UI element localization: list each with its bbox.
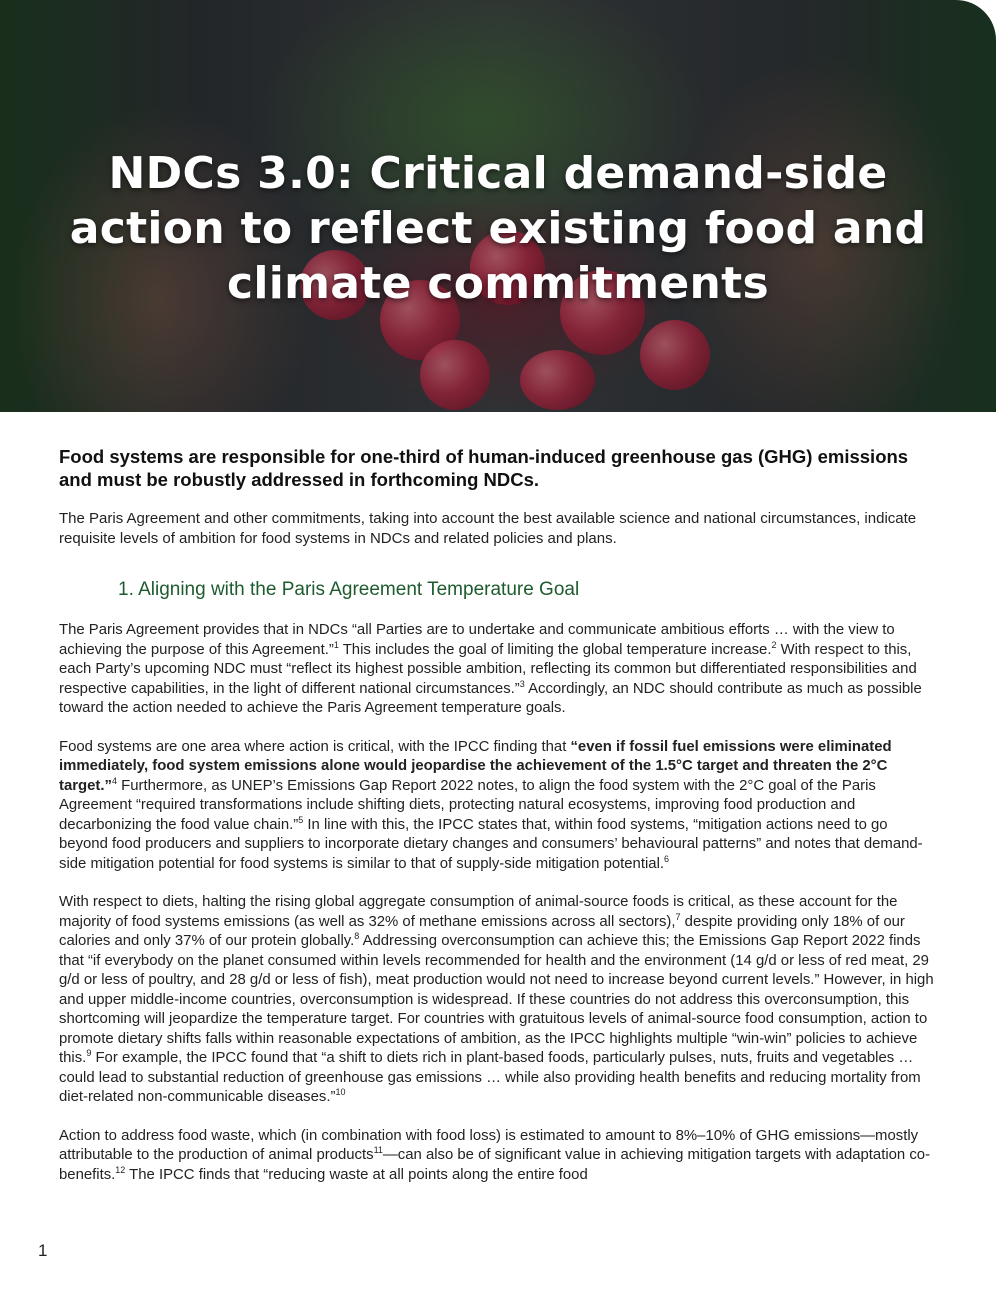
intro-paragraph: The Paris Agreement and other commitments, taking into account the best available science and national circumstances, indicate requisite levels of ambition for food systems in NDCs and related policies and plans. xyxy=(59,510,917,547)
footnote-ref: 10 xyxy=(335,1087,346,1098)
footnote-ref: 3 xyxy=(519,678,525,689)
body-paragraph-2: Food systems are one area where action is critical, with the IPCC finding that “even if fossil fuel emissions were eliminated immediately, food system emissions alone would jeopardise the achievement of the 1.5°C target and threaten the 2°C target.”$^4$ Furthermore, as UNEP’s Emissions Gap Report 2022 notes, to align the food system with the 2°C goal of the Paris Agreement “required transformations include shifting diets, protecting natural ecosystems, improving food production and decarbonizing the food value chain.”$^5$ In line with this, the IPCC states that, within food systems, “mitigation actions need to go beyond food producers and suppliers to incorporate dietary changes and consumers’ behavioural patterns” and notes that demand-side mitigation potential for food systems is similar to that of supply-side mitigation potential.$^6$ xyxy=(59,738,923,872)
page-number: 1 xyxy=(38,1241,48,1260)
footnote-ref: 1 xyxy=(333,639,339,650)
footnote-ref: 5 xyxy=(298,814,304,825)
footnote-ref: 7 xyxy=(675,911,681,922)
section-heading: 1. Aligning with the Paris Agreement Temperature Goal xyxy=(118,579,580,600)
hero-banner xyxy=(0,0,996,412)
page-title: NDCs 3.0: Critical demand-side action to reflect existing food and climate commitments xyxy=(69,148,927,309)
footnote-ref: 8 xyxy=(354,931,360,942)
emphasis-quote: “even if fossil fuel emissions were eliminated immediately, food system emissions alone would jeopardise the achievement of the 1.5°C target and threaten the 2°C target.” xyxy=(59,738,892,794)
body-paragraph-1: The Paris Agreement provides that in NDCs “all Parties are to undertake and communicate ambitious efforts … with the view to achieving the purpose of this Agreement.”$^1$ This includes the goal of limiting the global temperature increase.$^2$ With respect to this, each Party’s upcoming NDC must “reflect its highest possible ambition, reflecting its common but differentiated responsibilities and respective capabilities, in the light of different national circumstances.”$^3$ Accordingly, an NDC should contribute as much as possible toward the action needed to achieve the Paris Agreement temperature goals. xyxy=(59,622,922,716)
footnote-ref: 12 xyxy=(115,1164,126,1175)
body-paragraph-3: With respect to diets, halting the rising global aggregate consumption of animal-source foods is critical, as these account for the majority of food systems emissions (as well as 32% of methane emissions across all sectors),$^7$ despite providing only 18% of our calories and only 37% of our protein globally.$^8$ Addressing overconsumption can achieve this; the Emissions Gap Report 2022 finds that “if everybody on the planet consumed within levels recommended for health and the environment (14 g/d or less of red meat, 29 g/d or less of poultry, and 28 g/d or less of fish), meat production would not need to increase beyond current levels.” However, in high and upper middle-income countries, overconsumption is widespread. If these countries do not address this overconsumption, this shortcoming will jeopardize the temperature target. For countries with gratuitous levels of animal-source food consumption, action to promote dietary shifts falls within reasonable expectations of ambition, as the IPCC highlights multiple “win-win” policies to achieve this.$^9$ For example, the IPCC found that “a shift to diets rich in plant-based foods, particularly pulses, nuts, fruits and vegetables … could lead to substantial reduction of greenhouse gas emissions … while also providing health benefits and reducing mortality from diet-related non-communicable diseases.”$^{10}$ xyxy=(59,894,934,1105)
footnote-ref: 11 xyxy=(373,1145,383,1156)
body-paragraph-4: Action to address food waste, which (in combination with food loss) is estimated to amount to 8%–10% of GHG emissions—mostly attributable to the production of animal products$^{11}$—can also be of significant value in achieving mitigation targets with adaptation co-benefits.$^{12}$ The IPCC finds that “reducing waste at all points along the entire food xyxy=(59,1127,931,1183)
footnote-ref: 9 xyxy=(86,1048,92,1059)
footnote-ref: 4 xyxy=(111,775,117,786)
footnote-ref: 2 xyxy=(771,639,777,650)
footnote-ref: 6 xyxy=(664,853,670,864)
main-content xyxy=(59,445,939,1185)
lede-paragraph: Food systems are responsible for one-third of human-induced greenhouse gas (GHG) emissions and must be robustly addressed in forthcoming NDCs. xyxy=(59,446,909,490)
